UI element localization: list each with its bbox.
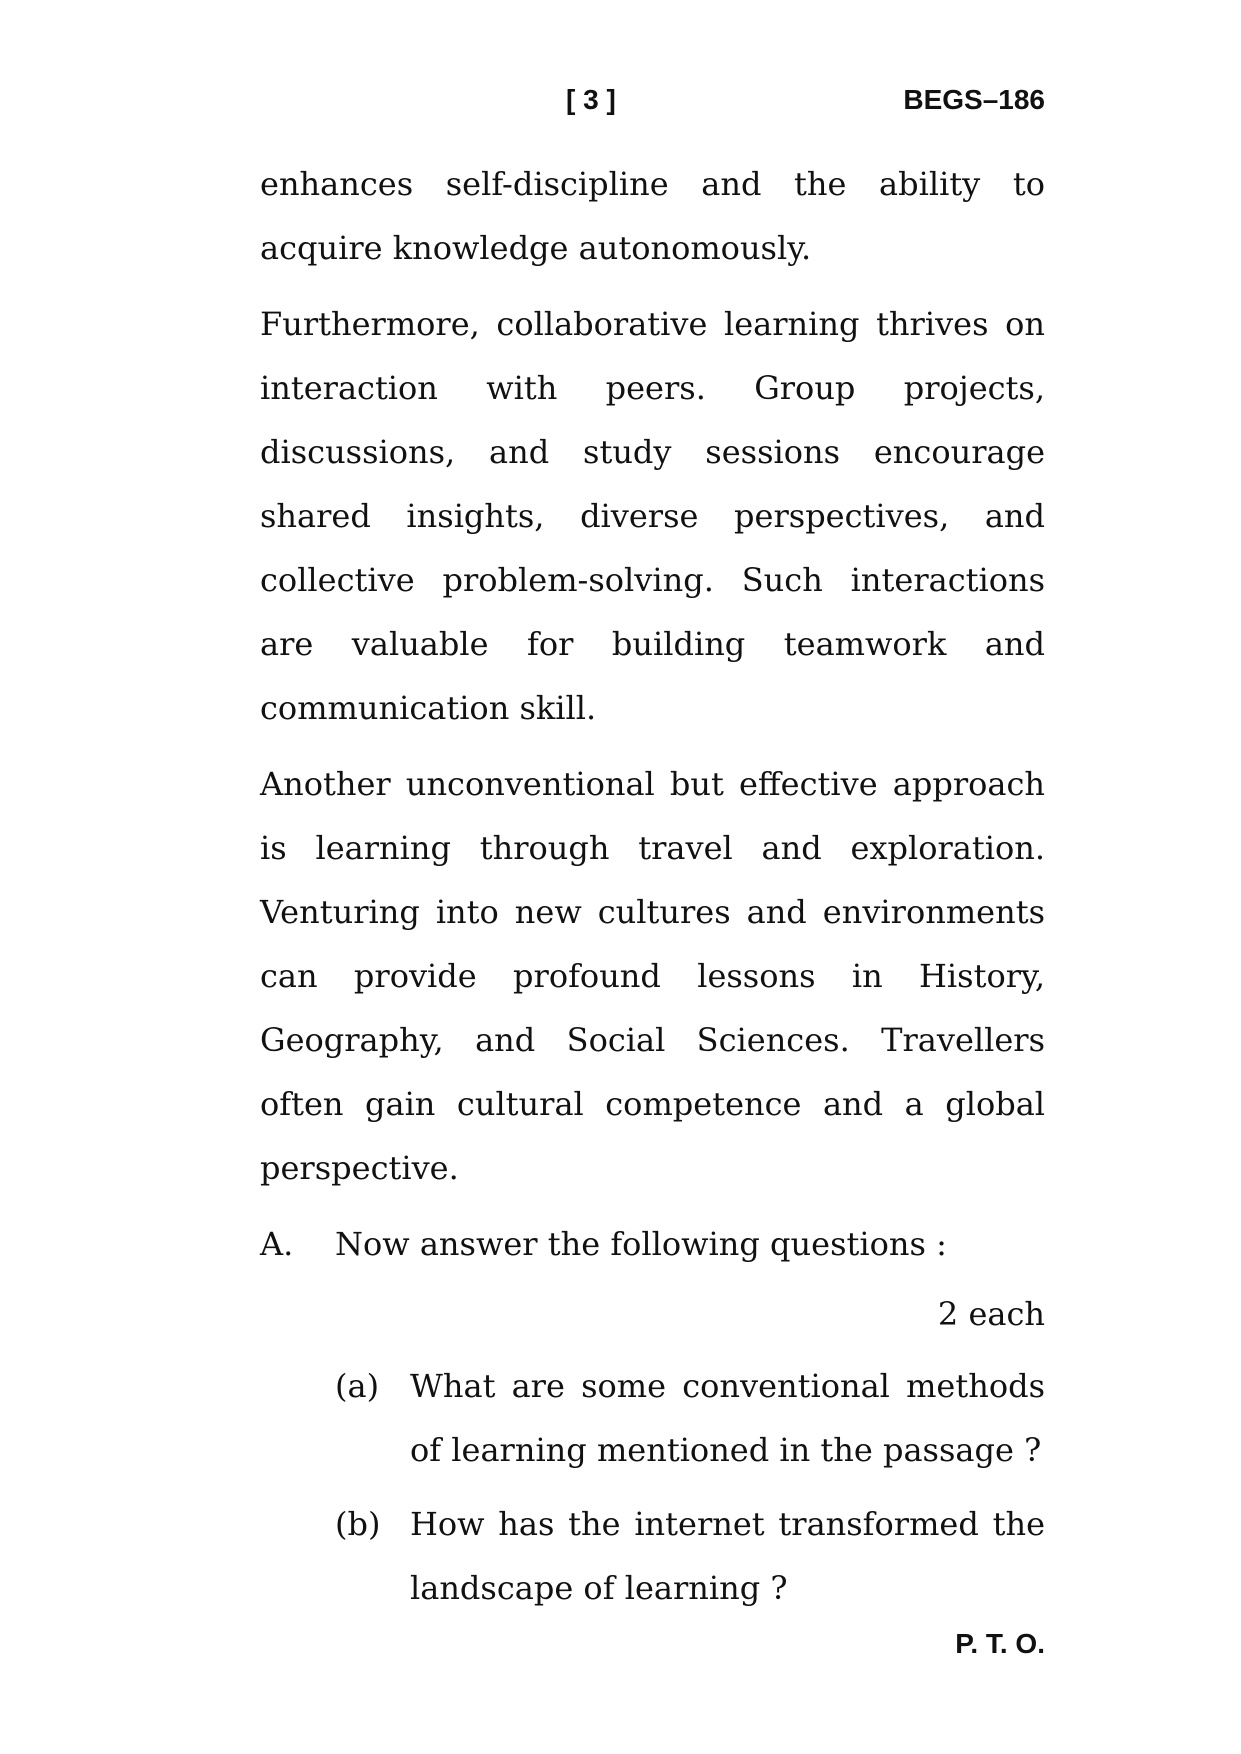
question-text: What are some conventional methods of learning mentioned in the passage ? (410, 1367, 1045, 1469)
pto-label: P. T. O. (955, 1628, 1045, 1659)
paper-code: BEGS–186 (903, 84, 1045, 115)
section-a-marks: 2 each (937, 1295, 1045, 1333)
page-content (260, 152, 1045, 1630)
section-a-heading (260, 1212, 1045, 1276)
page-number: [ 3 ] (566, 84, 616, 115)
passage-paragraph-3: Another unconventional but effective approach is learning through travel and exploration. Venturing into new cultures and environments can provide profound lessons in History, Geography, and Social Sciences. Travellers often gain cultural competence and a global perspective. (260, 765, 1045, 1187)
question-label: (a) (335, 1367, 380, 1405)
question-b (335, 1492, 1045, 1620)
question-text: How has the internet transformed the landscape of learning ? (410, 1505, 1045, 1607)
question-a (335, 1354, 1045, 1482)
question-label: (b) (335, 1505, 381, 1543)
passage-paragraph-1: enhances self-discipline and the ability to acquire knowledge autonomously. (260, 165, 1045, 267)
page-header (0, 84, 1241, 124)
section-a-instruction: Now answer the following questions : (335, 1225, 947, 1263)
passage-paragraph-2: Furthermore, collaborative learning thrives on interaction with peers. Group projects, discussions, and study sessions encourage shared insights, diverse perspectives, and collective problem-solving. Such interactions are valuable for building teamwork and communication skill. (260, 305, 1045, 727)
section-a-label: A. (260, 1225, 294, 1263)
